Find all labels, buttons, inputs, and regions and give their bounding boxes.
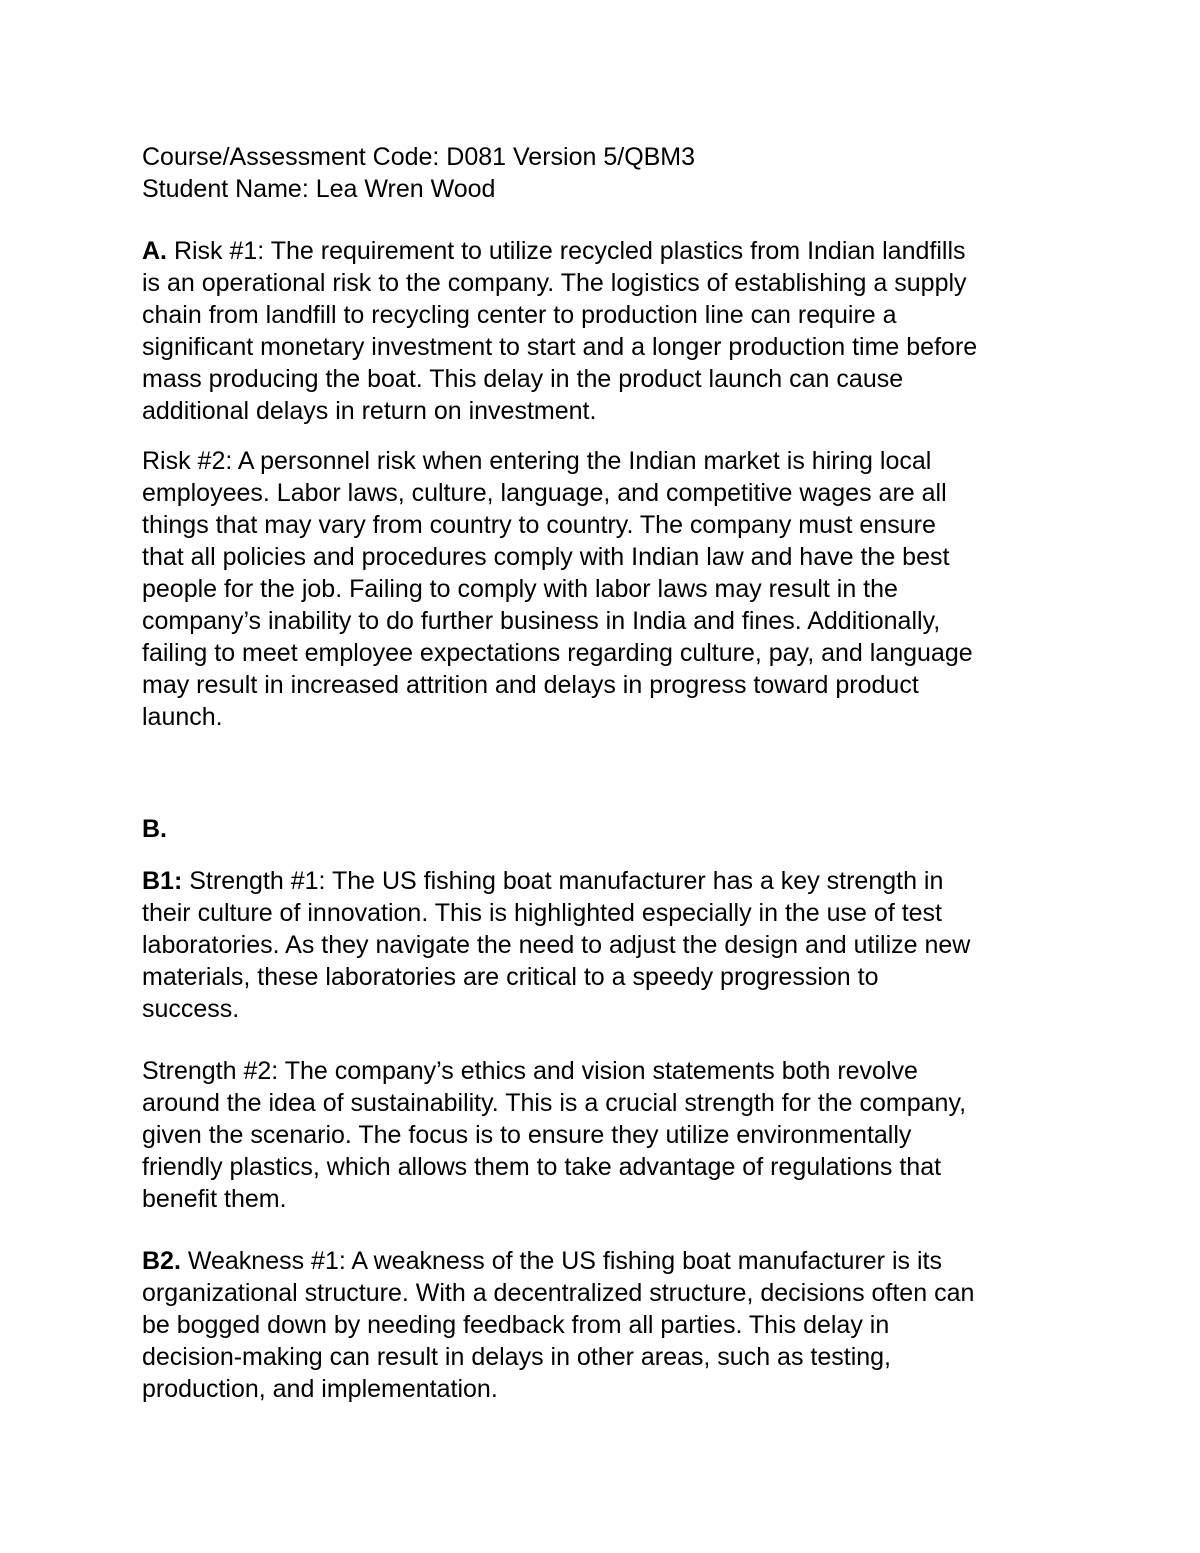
strength-2-line: given the scenario. The focus is to ensure they utilize environmentally bbox=[142, 1121, 912, 1149]
risk-1-line bbox=[142, 235, 1072, 267]
weakness-1-line bbox=[142, 1245, 1072, 1277]
strength-2-line: Strength #2: The company’s ethics and vision statements both revolve bbox=[142, 1057, 918, 1085]
weakness-1-paragraph bbox=[142, 1245, 1072, 1405]
risk-2-line: may result in increased attrition and delays in progress toward product bbox=[142, 671, 919, 699]
b1-marker: B1: bbox=[142, 867, 183, 895]
risk-1-line: is an operational risk to the company. The logistics of establishing a supply bbox=[142, 269, 967, 297]
risk-1-line: chain from landfill to recycling center to production line can require a bbox=[142, 301, 897, 329]
strength-1-paragraph bbox=[142, 865, 1072, 1025]
risk-2-line: launch. bbox=[142, 703, 223, 731]
weakness-1-line: organizational structure. With a decentralized structure, decisions often can bbox=[142, 1279, 975, 1307]
risk-2-line: company’s inability to do further business in India and fines. Additionally, bbox=[142, 607, 941, 635]
risk-2-line: people for the job. Failing to comply with labor laws may result in the bbox=[142, 575, 898, 603]
risk-2-line: Risk #2: A personnel risk when entering the Indian market is hiring local bbox=[142, 447, 932, 475]
document-header bbox=[142, 141, 1072, 205]
risk-1-paragraph bbox=[142, 235, 1072, 427]
student-name-line: Student Name: Lea Wren Wood bbox=[142, 175, 496, 203]
strength-1-line bbox=[142, 865, 1072, 897]
weakness-1-text: Weakness #1: A weakness of the US fishing boat manufacturer is its bbox=[180, 1247, 942, 1275]
strength-1-text: Strength #1: The US fishing boat manufacturer has a key strength in bbox=[182, 867, 944, 895]
risk-2-line: failing to meet employee expectations regarding culture, pay, and language bbox=[142, 639, 973, 667]
strength-1-line: their culture of innovation. This is highlighted especially in the use of test bbox=[142, 899, 942, 927]
strength-2-line: benefit them. bbox=[142, 1185, 287, 1213]
strength-2-line: around the idea of sustainability. This is a crucial strength for the company, bbox=[142, 1089, 967, 1117]
strength-1-line: laboratories. As they navigate the need to adjust the design and utilize new bbox=[142, 931, 971, 959]
strength-2-line: friendly plastics, which allows them to take advantage of regulations that bbox=[142, 1153, 942, 1181]
strength-1-line: success. bbox=[142, 995, 240, 1023]
weakness-1-line: decision-making can result in delays in other areas, such as testing, bbox=[142, 1343, 891, 1371]
section-b-heading: B. bbox=[142, 815, 167, 843]
document-body bbox=[142, 141, 1072, 1405]
risk-2-line: things that may vary from country to country. The company must ensure bbox=[142, 511, 936, 539]
risk-2-line: that all policies and procedures comply with Indian law and have the best bbox=[142, 543, 950, 571]
course-code-line: Course/Assessment Code: D081 Version 5/QBM3 bbox=[142, 143, 696, 171]
risk-2-line: employees. Labor laws, culture, language, and competitive wages are all bbox=[142, 479, 947, 507]
risk-1-line: additional delays in return on investment. bbox=[142, 397, 597, 425]
risk-1-line: significant monetary investment to start and a longer production time before bbox=[142, 333, 978, 361]
section-a-marker: A. bbox=[142, 237, 167, 265]
risk-1-text: Risk #1: The requirement to utilize recycled plastics from Indian landfills bbox=[167, 237, 966, 265]
weakness-1-line: production, and implementation. bbox=[142, 1375, 498, 1403]
risk-2-paragraph bbox=[142, 445, 1072, 733]
b2-marker: B2. bbox=[142, 1247, 181, 1275]
strength-1-line: materials, these laboratories are critical to a speedy progression to bbox=[142, 963, 879, 991]
strength-2-paragraph bbox=[142, 1055, 1072, 1215]
weakness-1-line: be bogged down by needing feedback from all parties. This delay in bbox=[142, 1311, 890, 1339]
risk-1-line: mass producing the boat. This delay in the product launch can cause bbox=[142, 365, 904, 393]
